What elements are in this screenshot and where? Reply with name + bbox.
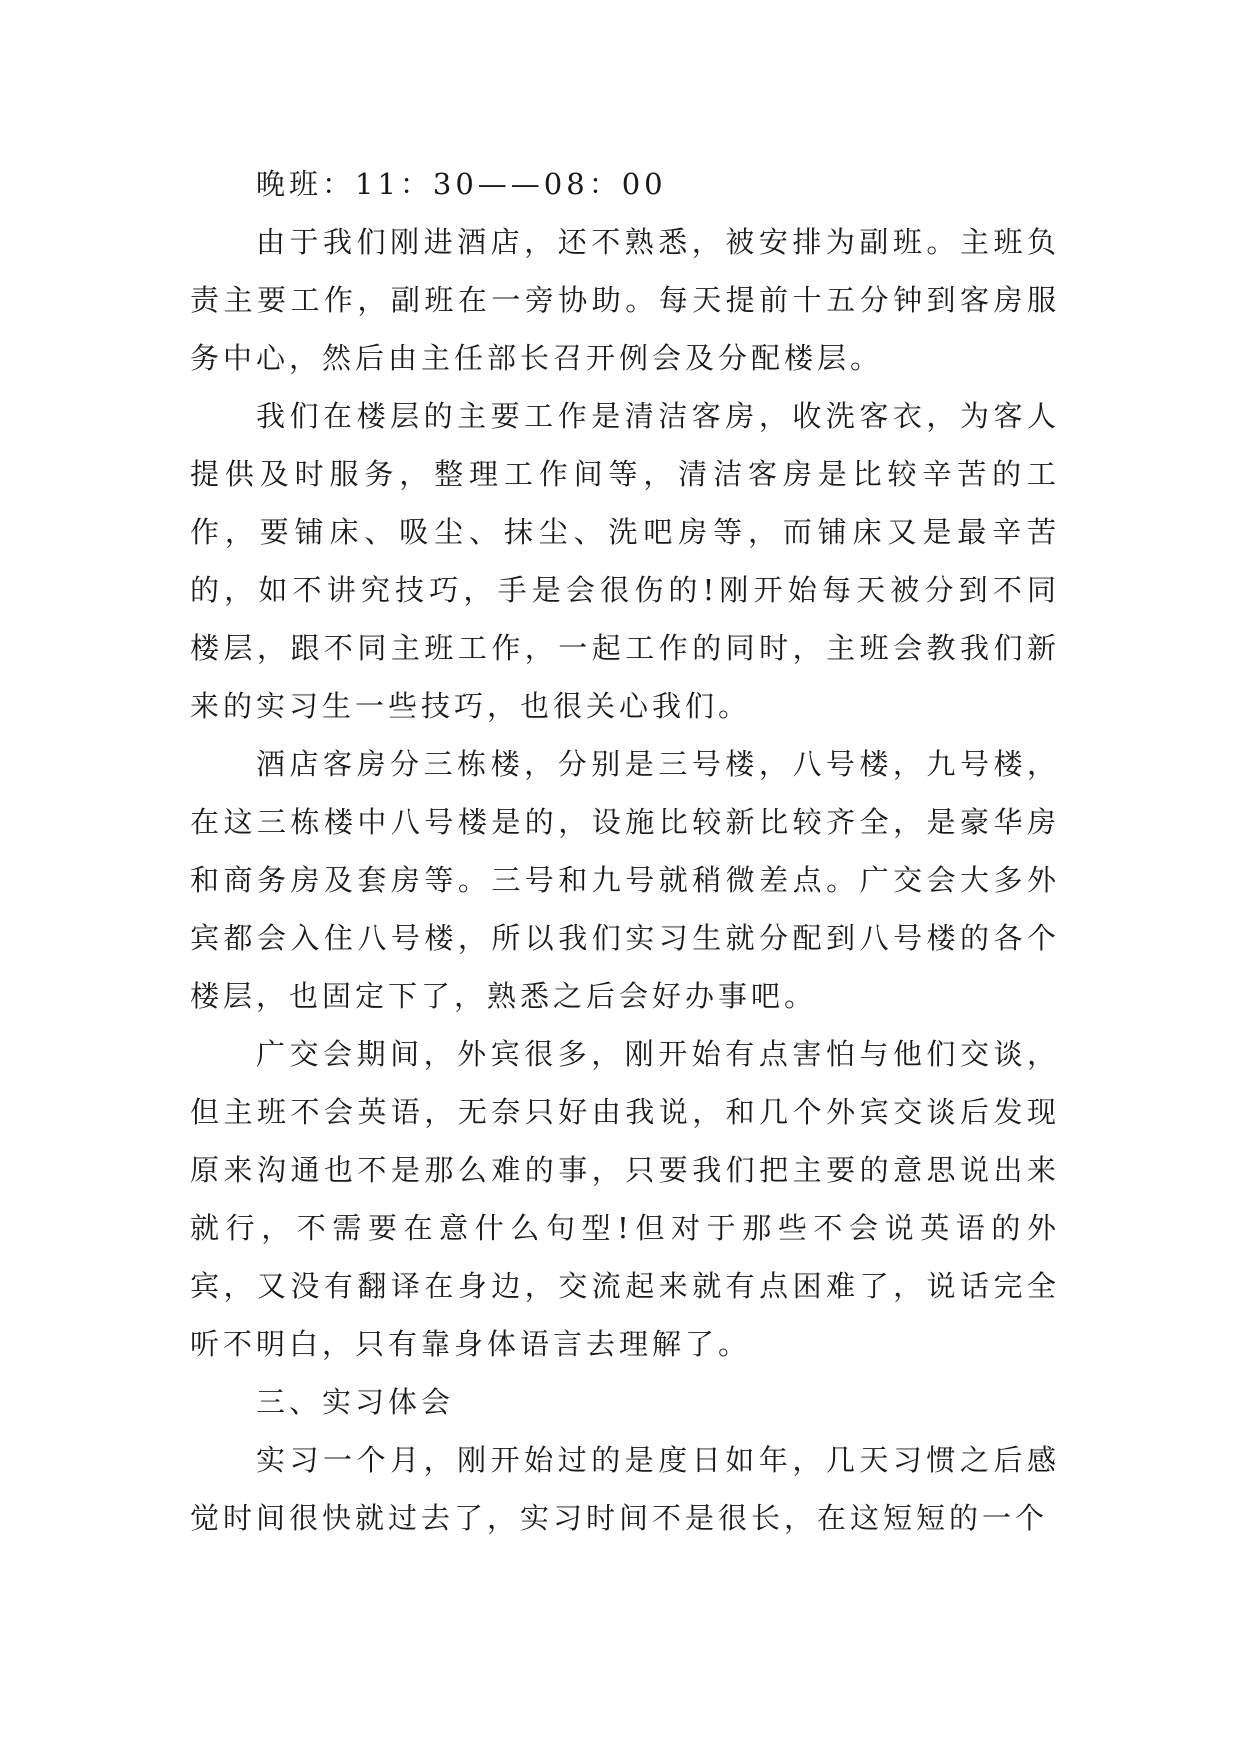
paragraph-night-shift: 晚班：11：30——08：00 [256, 167, 667, 201]
paragraph-assistant-shift: 由于我们刚进酒店，还不熟悉，被安排为副班。主班负责主要工作，副班在一旁协助。每天提前十五分钟到客房服务中心，然后由主任部长召开例会及分配楼层。 [190, 225, 1060, 375]
paragraph-foreign-guests: 广交会期间，外宾很多，刚开始有点害怕与他们交谈，但主班不会英语，无奈只好由我说，和几个外宾交谈后发现原来沟通也不是那么难的事，只要我们把主要的意思说出来就行，不需要在意什么句型!但对于那些不会说英语的外宾，又没有翻译在身边，交流起来就有点困难了，说话完全听不明白，只有靠身体语言去理解了。 [190, 1037, 1060, 1361]
section-heading-internship-reflection: 三、实习体会 [256, 1385, 455, 1419]
paragraph-buildings: 酒店客房分三栋楼，分别是三号楼，八号楼，九号楼，在这三栋楼中八号楼是的，设施比较新比较齐全，是豪华房和商务房及套房等。三号和九号就稍微差点。广交会大多外宾都会入住八号楼，所以我们实习生就分配到八号楼的各个楼层，也固定下了，熟悉之后会好办事吧。 [190, 747, 1060, 1013]
document-body [190, 155, 1060, 1547]
paragraph-internship-month: 实习一个月，刚开始过的是度日如年，几天习惯之后感觉时间很快就过去了，实习时间不是很长，在这短短的一个 [190, 1443, 1060, 1535]
paragraph-floor-work: 我们在楼层的主要工作是清洁客房，收洗客衣，为客人提供及时服务，整理工作间等，清洁客房是比较辛苦的工作，要铺床、吸尘、抹尘、洗吧房等，而铺床又是最辛苦的，如不讲究技巧，手是会很伤的!刚开始每天被分到不同楼层，跟不同主班工作，一起工作的同时，主班会教我们新来的实习生一些技巧，也很关心我们。 [190, 399, 1060, 723]
